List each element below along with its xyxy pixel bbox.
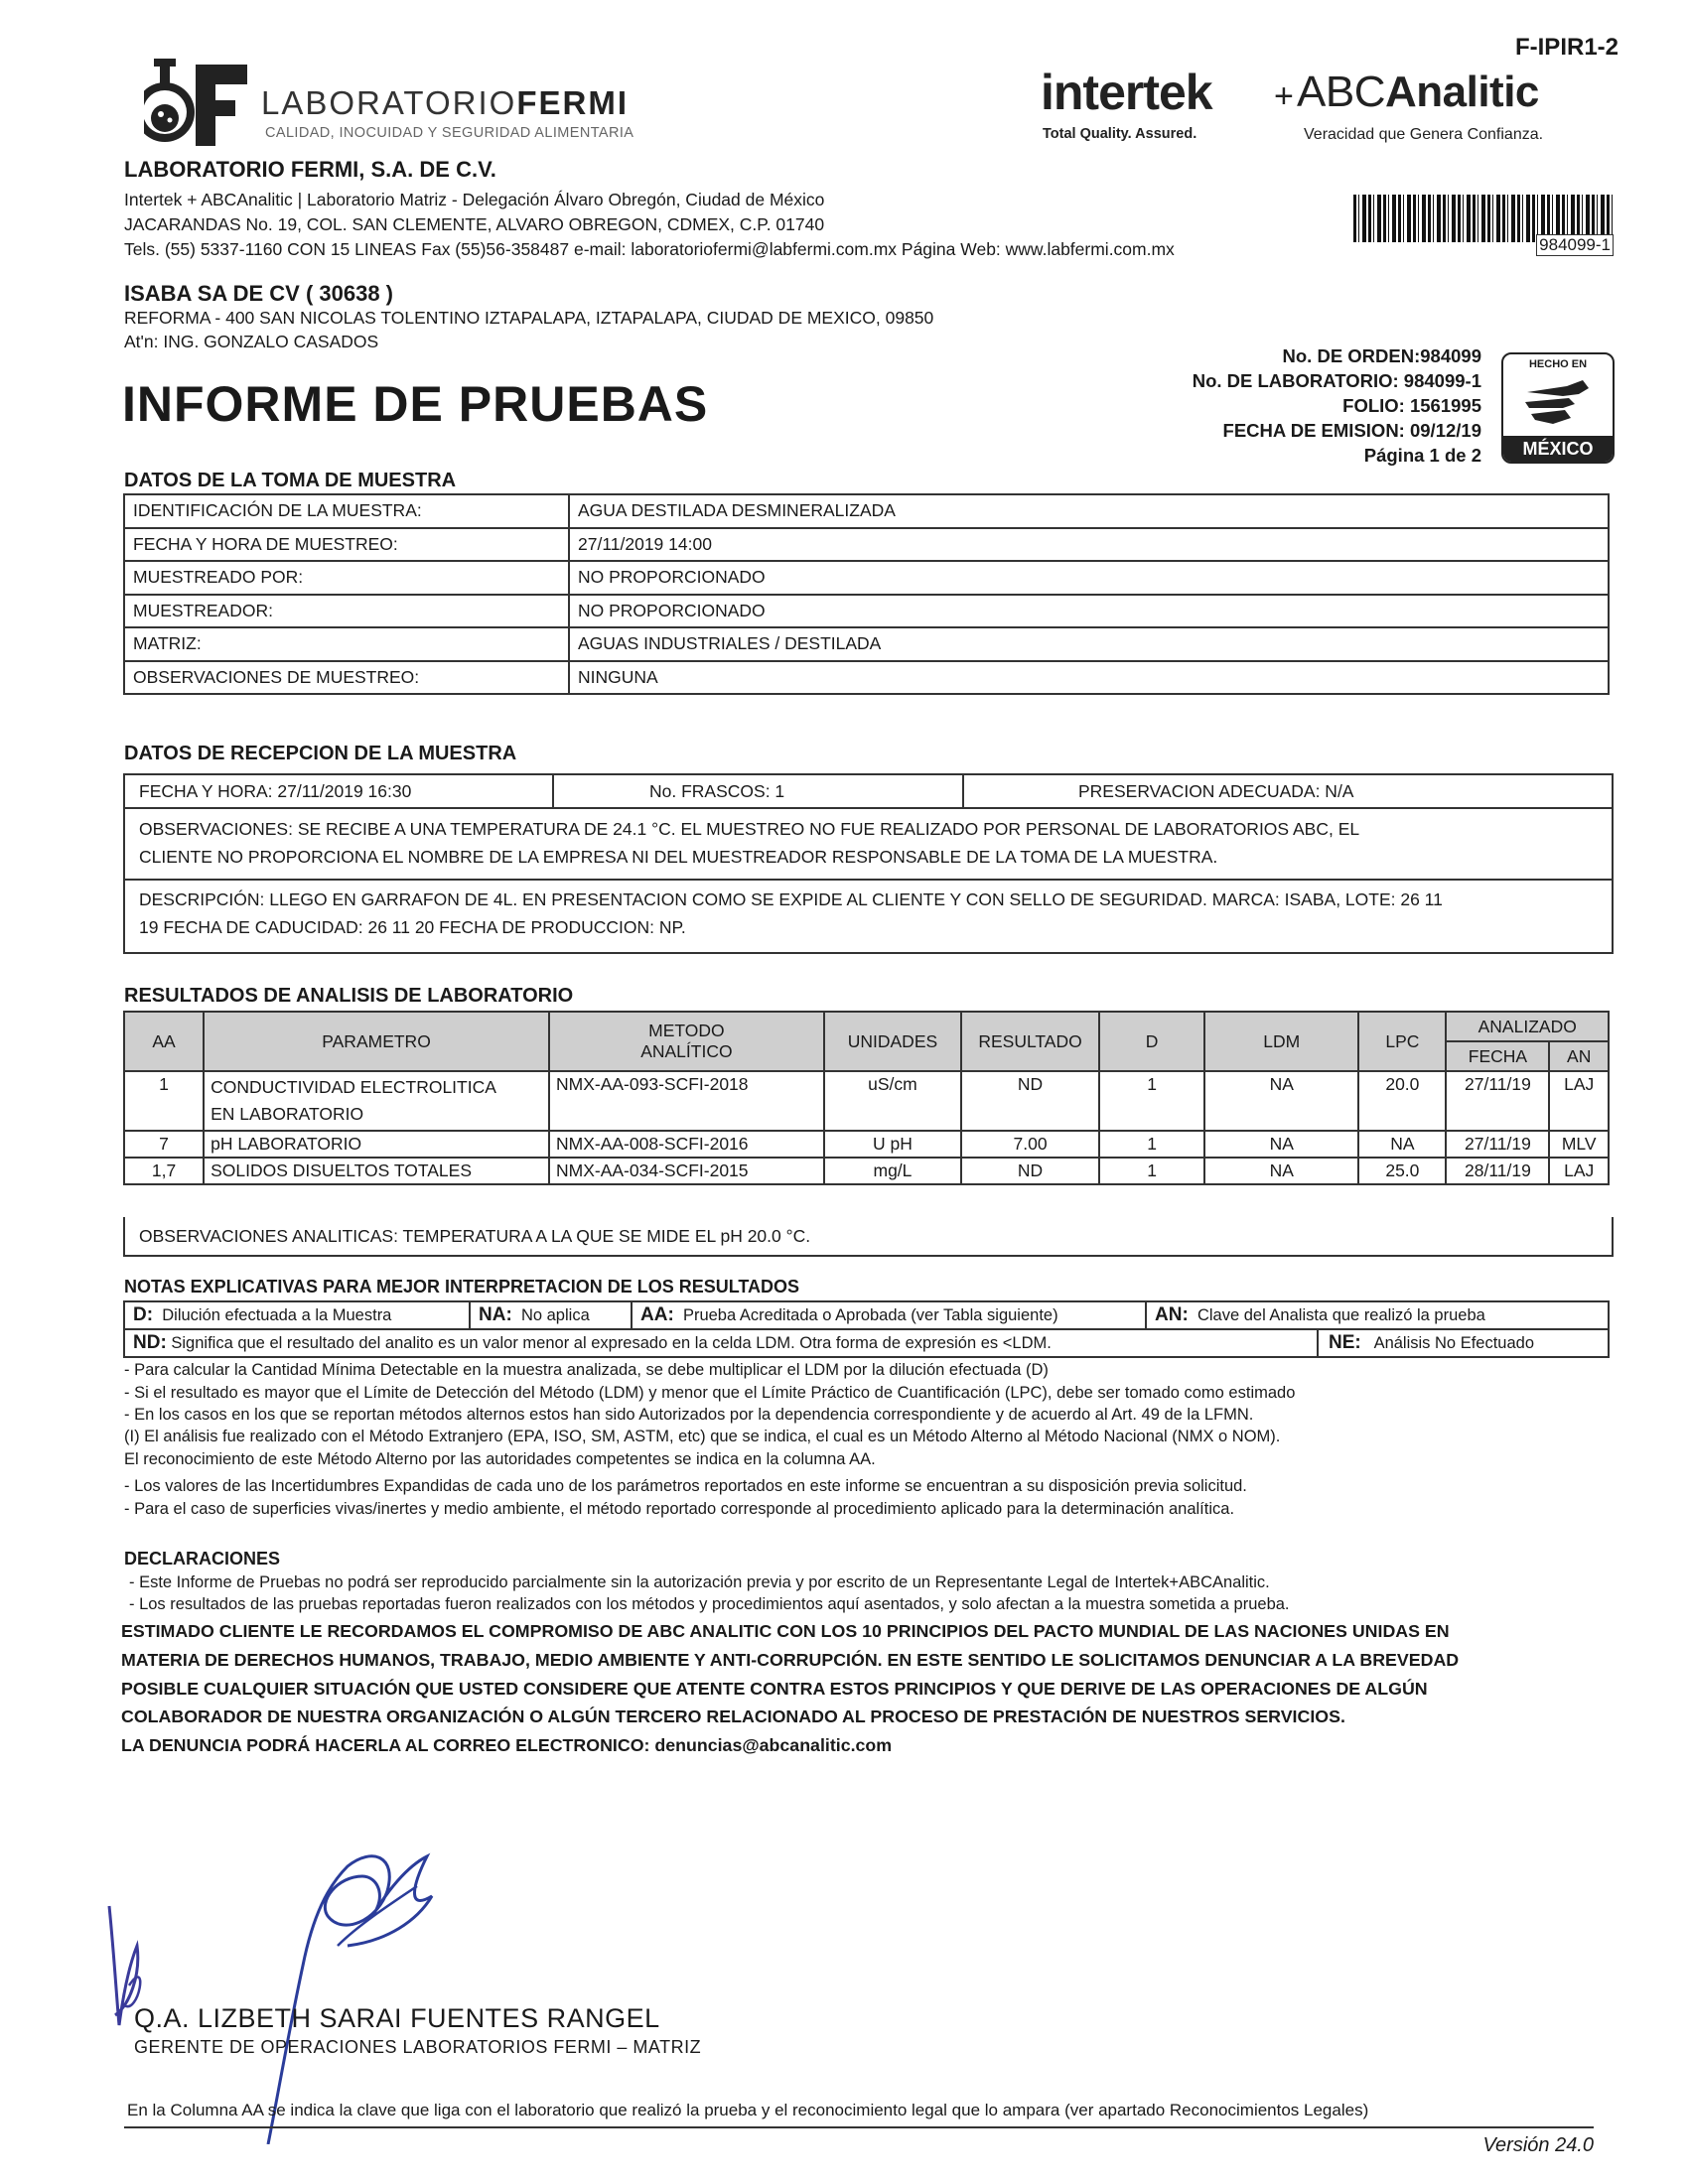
abcanalitic-wordmark: ABCAnalitic [1297,68,1539,116]
table-row [124,1329,1609,1357]
cell-fecha: 27/11/19 [1446,1131,1549,1158]
reception-description [139,886,1598,941]
cell-ldm: NA [1204,1131,1358,1158]
cell-parametro: pH LABORATORIO [204,1131,549,1158]
barcode-number: 984099-1 [1536,234,1614,256]
note-nd-ne: ND: Significa que el resultado del analito es un valor menor al expresado en la celda LDM. Otra forma de expresión es <LDM. NE: Análisis No Efectuado [124,1329,1609,1357]
section-heading-declaraciones: DECLARACIONES [124,1549,281,1569]
table-row [124,528,1609,562]
intertek-tagline: Total Quality. Assured. [1043,126,1197,142]
client-address: REFORMA - 400 SAN NICOLAS TOLENTINO IZTAPALAPA, IZTAPALAPA, CIUDAD DE MEXICO, 09850 [124,308,934,328]
complaint-email-line: LA DENUNCIA PODRÁ HACERLA AL CORREO ELECTRONICO: denuncias@abcanalitic.com [121,1735,893,1755]
order-number: No. DE ORDEN:984099 [1282,345,1481,366]
notes-table [123,1300,1610,1358]
hecho-en-mexico-badge [1501,352,1615,464]
section-heading-toma: DATOS DE LA TOMA DE MUESTRA [124,470,457,491]
description-line: 19 FECHA DE CADUCIDAD: 26 11 20 FECHA DE PRODUCCION: NP. [139,917,686,937]
field-label: MUESTREADO POR: [124,561,569,595]
field-value: AGUAS INDUSTRIALES / DESTILADA [569,627,1609,661]
section-heading-notas: NOTAS EXPLICATIVAS PARA MEJOR INTERPRETACION DE LOS RESULTADOS [124,1277,800,1297]
footer-note: En la Columna AA se indica la clave que liga con el laboratorio que realizó la prueba y el reconocimiento legal que lo ampara (ver apartado Reconocimientos Legales) [127,2101,1369,2119]
cell-d: 1 [1099,1071,1204,1131]
col-d: D [1099,1012,1204,1071]
field-label: MUESTREADOR: [124,595,569,628]
badge-bottom-text: MÉXICO [1503,436,1613,462]
signer-role: GERENTE DE OPERACIONES LABORATORIOS FERMI – MATRIZ [134,2037,702,2057]
cell-an: LAJ [1549,1158,1609,1184]
laboratorio-fermi-logo [144,55,650,149]
note-ne: NE: Análisis No Efectuado [1329,1332,1535,1353]
cell-aa: 1 [124,1071,204,1131]
declaration-item: - Los resultados de las pruebas reportadas fueron realizados con los métodos y procedimientos aquí asentados, y solo afectan a la muestra sometida a prueba. [129,1595,1290,1613]
client-attention: At'n: ING. GONZALO CASADOS [124,332,379,351]
table-row [124,1301,1609,1329]
table-row [124,1131,1609,1158]
cell-lpc: 25.0 [1358,1158,1446,1184]
cell-resultado: ND [961,1158,1099,1184]
badge-top-text: HECHO EN [1528,358,1588,370]
document-code: F-IPIR1-2 [1514,34,1618,61]
field-label: IDENTIFICACIÓN DE LA MUESTRA: [124,494,569,528]
divider [962,775,964,807]
fermi-logo-name: LABORATORIOFERMI [261,84,630,121]
handwritten-signature [89,1777,467,2144]
table-row [124,1071,1609,1131]
col-parametro: PARAMETRO [204,1012,549,1071]
field-label: MATRIZ: [124,627,569,661]
lab-number: No. DE LABORATORIO: 984099-1 [1192,370,1481,391]
reception-observations [139,815,1598,873]
cell-metodo: NMX-AA-093-SCFI-2018 [549,1071,824,1131]
col-fecha: FECHA [1446,1041,1549,1071]
note-bullet: - En los casos en los que se reportan métodos alternos estos han sido Autorizados por la dependencia correspondiente y de acuerdo al Art. 49 de la LFMN. [124,1406,1254,1424]
cell-aa: 7 [124,1131,204,1158]
folio: FOLIO: 1561995 [1342,395,1481,416]
field-value: NO PROPORCIONADO [569,561,1609,595]
cell-fecha: 27/11/19 [1446,1071,1549,1131]
field-value: 27/11/2019 14:00 [569,528,1609,562]
abcanalitic-tagline: Veracidad que Genera Confianza. [1304,126,1544,143]
note-d: D: Dilución efectuada a la Muestra [124,1301,470,1329]
client-name: ISABA SA DE CV ( 30638 ) [124,281,394,306]
divider [125,879,1612,881]
table-row [124,561,1609,595]
declaration-item: - Este Informe de Pruebas no podrá ser reproducido parcialmente sin la autorización previa y por escrito de un Representante Legal de Intertek+ABCAnalitic. [129,1573,1270,1591]
note-bullet: - Si el resultado es mayor que el Límite de Detección del Método (LDM) y menor que el Límite Práctico de Cuantificación (LPC), debe ser tomado como estimado [124,1384,1296,1402]
logo-plus: + [1274,77,1294,115]
compliance-paragraph-line: COLABORADOR DE NUESTRA ORGANIZACIÓN O ALGÚN TERCERO RELACIONADO AL PROCESO DE PRESTACIÓN DE NUESTROS SERVICIOS. [121,1706,1345,1726]
preservation: PRESERVACION ADECUADA: N/A [1078,781,1354,801]
fermi-logo-tagline: CALIDAD, INOCUIDAD Y SEGURIDAD ALIMENTARIA [265,125,634,141]
divider [552,775,554,807]
col-an: AN [1549,1041,1609,1071]
table-row [124,1158,1609,1184]
reception-datetime: FECHA Y HORA: 27/11/2019 16:30 [139,781,412,801]
section-heading-recepcion: DATOS DE RECEPCION DE LA MUESTRA [124,743,517,764]
table-row [124,494,1609,528]
barcode [1353,195,1614,262]
intertek-abcanalitic-logo [1041,64,1577,153]
cell-unidades: uS/cm [824,1071,961,1131]
cell-lpc: 20.0 [1358,1071,1446,1131]
emission-date: FECHA DE EMISION: 09/12/19 [1222,420,1481,441]
compliance-paragraph-line: ESTIMADO CLIENTE LE RECORDAMOS EL COMPROMISO DE ABC ANALITIC CON LOS 10 PRINCIPIOS DEL PACTO MUNDIAL DE LAS NACIONES UNIDAS EN [121,1621,1450,1641]
company-address-line: Intertek + ABCAnalitic | Laboratorio Matriz - Delegación Álvaro Obregón, Ciudad de México [124,190,825,209]
col-aa: AA [124,1012,204,1071]
recepcion-box [123,773,1614,954]
field-value: NO PROPORCIONADO [569,595,1609,628]
note-bullet: El reconocimiento de este Método Alterno por las autoridades competentes se indica en la columna AA. [124,1450,876,1468]
cell-lpc: NA [1358,1131,1446,1158]
signer-name: Q.A. LIZBETH SARAI FUENTES RANGEL [134,2003,660,2033]
divider [1317,1328,1319,1358]
cell-resultado: 7.00 [961,1131,1099,1158]
company-address-line: JACARANDAS No. 19, COL. SAN CLEMENTE, ALVARO OBREGON, CDMEX, C.P. 01740 [124,214,825,234]
cell-resultado: ND [961,1071,1099,1131]
bottle-count: No. FRASCOS: 1 [649,781,785,801]
note-aa: AA: Prueba Acreditada o Aprobada (ver Tabla siguiente) [632,1301,1146,1329]
observation-line: CLIENTE NO PROPORCIONA EL NOMBRE DE LA EMPRESA NI DEL MUESTREADOR RESPONSABLE DE LA TOMA DE LA MUESTRA. [139,847,1218,867]
field-label: FECHA Y HORA DE MUESTREO: [124,528,569,562]
intertek-wordmark: intertek [1041,65,1212,120]
col-unidades: UNIDADES [824,1012,961,1071]
table-row [124,627,1609,661]
cell-d: 1 [1099,1158,1204,1184]
field-value: NINGUNA [569,661,1609,695]
note-bullet: - Para calcular la Cantidad Mínima Detectable en la muestra analizada, se debe multiplicar el LDM por la dilución efectuada (D) [124,1361,1049,1379]
note-bullet: (I) El análisis fue realizado con el Método Extranjero (EPA, ISO, SM, ASTM, etc) que se indica, el cual es un Método Alterno al Método Nacional (NMX o NOM). [124,1428,1281,1445]
results-table [123,1011,1610,1185]
table-row [124,595,1609,628]
col-ldm: LDM [1204,1012,1358,1071]
cell-unidades: U pH [824,1131,961,1158]
eagle-icon [1523,378,1593,428]
cell-unidades: mg/L [824,1158,961,1184]
footer-divider [124,2126,1594,2128]
cell-metodo: NMX-AA-008-SCFI-2016 [549,1131,824,1158]
col-analizado: ANALIZADO [1446,1012,1609,1041]
company-name: LABORATORIO FERMI, S.A. DE C.V. [124,157,496,182]
col-lpc: LPC [1358,1012,1446,1071]
col-resultado: RESULTADO [961,1012,1099,1071]
table-row [124,661,1609,695]
toma-table [123,493,1610,695]
note-an: AN: Clave del Analista que realizó la prueba [1146,1301,1609,1329]
field-label: OBSERVACIONES DE MUESTREO: [124,661,569,695]
cell-metodo: NMX-AA-034-SCFI-2015 [549,1158,824,1184]
col-metodo: METODO ANALÍTICO [549,1012,824,1071]
field-value: AGUA DESTILADA DESMINERALIZADA [569,494,1609,528]
cell-fecha: 28/11/19 [1446,1158,1549,1184]
observation-line: OBSERVACIONES: SE RECIBE A UNA TEMPERATURA DE 24.1 °C. EL MUESTREO NO FUE REALIZADO POR PERSONAL DE LABORATORIOS ABC, EL [139,819,1360,839]
report-title: INFORME DE PRUEBAS [122,376,709,432]
note-bullet: - Para el caso de superficies vivas/inertes y medio ambiente, el método reportado corresponde al procedimiento aplicado para la determinación analítica. [124,1500,1235,1518]
table-header-row [124,1012,1609,1041]
version-label: Versión 24.0 [1482,2134,1594,2156]
cell-ldm: NA [1204,1071,1358,1131]
description-line: DESCRIPCIÓN: LLEGO EN GARRAFON DE 4L. EN PRESENTACION COMO SE EXPIDE AL CLIENTE Y CON SELLO DE SEGURIDAD. MARCA: ISABA, LOTE: 26 11 [139,889,1443,909]
cell-an: LAJ [1549,1071,1609,1131]
page-number: Página 1 de 2 [1363,445,1481,466]
compliance-paragraph-line: POSIBLE CUALQUIER SITUACIÓN QUE USTED CONSIDERE QUE ATENTE CONTRA ESTOS PRINCIPIOS Y QUE DERIVE DE LAS OPERACIONES DE ALGÚN [121,1679,1428,1699]
note-na: NA: No aplica [470,1301,632,1329]
cell-aa: 1,7 [124,1158,204,1184]
company-contact-line: Tels. (55) 5337-1160 CON 15 LINEAS Fax (55)56-358487 e-mail: laboratoriofermi@labfermi.com.mx Página Web: www.labfermi.com.mx [124,239,1175,259]
flask-f-logo-icon [144,55,253,149]
analytical-observations [123,1217,1614,1257]
cell-parametro: CONDUCTIVIDAD ELECTROLITICA EN LABORATORIO [204,1071,549,1131]
cell-d: 1 [1099,1131,1204,1158]
note-bullet: - Los valores de las Incertidumbres Expandidas de cada uno de los parámetros reportados en este informe se encuentran a su disposición previa solicitud. [124,1477,1247,1495]
compliance-paragraph-line: MATERIA DE DERECHOS HUMANOS, TRABAJO, MEDIO AMBIENTE Y ANTI-CORRUPCIÓN. EN ESTE SENTIDO LE SOLICITAMOS DENUNCIAR A LA BREVEDAD [121,1650,1460,1670]
cell-an: MLV [1549,1131,1609,1158]
analytical-observations-text: OBSERVACIONES ANALITICAS: TEMPERATURA A LA QUE SE MIDE EL pH 20.0 °C. [139,1226,811,1246]
recepcion-summary-row [125,775,1612,809]
cell-ldm: NA [1204,1158,1358,1184]
cell-parametro: SOLIDOS DISUELTOS TOTALES [204,1158,549,1184]
section-heading-resultados: RESULTADOS DE ANALISIS DE LABORATORIO [124,985,574,1007]
